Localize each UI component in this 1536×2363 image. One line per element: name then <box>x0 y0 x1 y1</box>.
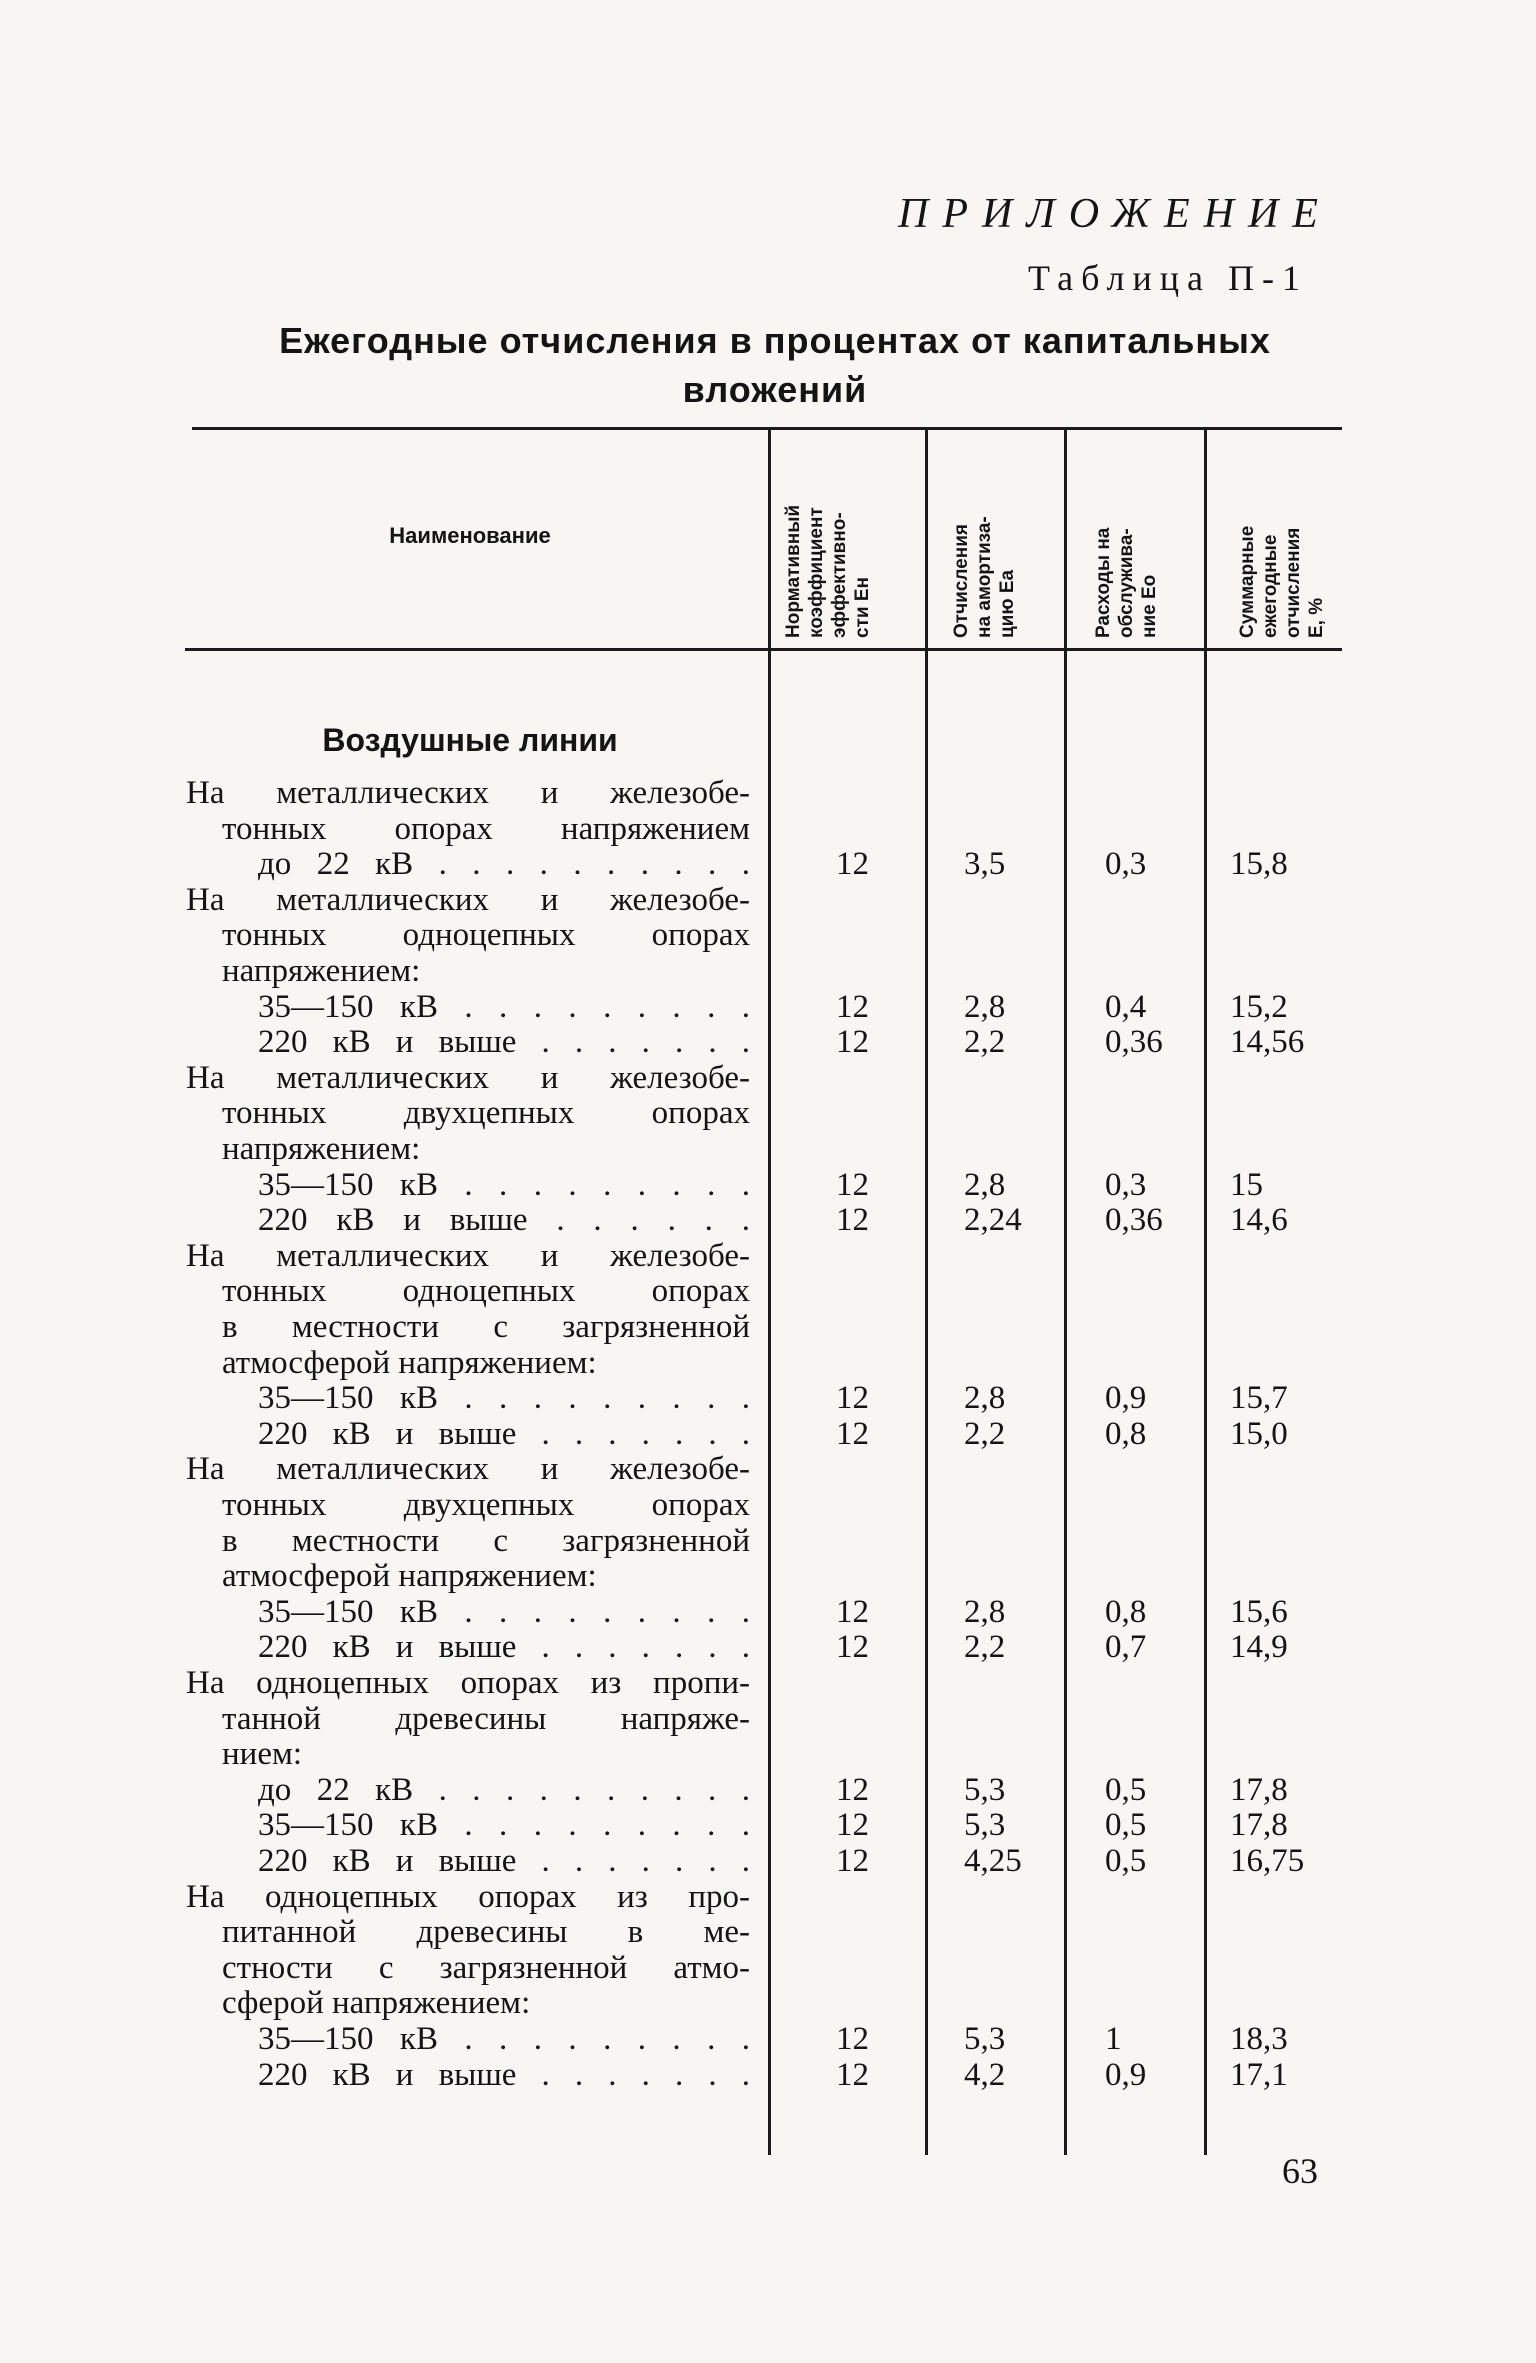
row-value-col2: 2,2 <box>964 1415 1006 1452</box>
header-col4-line-2: ежегодные <box>1260 534 1281 638</box>
row-name: в местности с загрязненной <box>222 1309 750 1345</box>
table-row <box>0 1594 1536 1630</box>
row-name: 35—150 кВ . . . . . . . . . <box>258 2021 750 2057</box>
table-row <box>0 1558 1536 1594</box>
row-value-col3: 0,4 <box>1105 988 1147 1025</box>
row-value-col4: 14,6 <box>1230 1202 1288 1239</box>
table-row <box>0 1879 1536 1915</box>
row-name: На одноцепных опорах из про- <box>186 1878 750 1915</box>
row-value-col2: 3,5 <box>964 846 1006 883</box>
header-top-rule <box>192 427 1342 430</box>
row-name: напряжением: <box>222 1131 421 1167</box>
row-value-col1: 12 <box>836 1593 869 1630</box>
header-bottom-rule <box>185 648 1342 651</box>
row-value-col1: 12 <box>836 2056 869 2093</box>
row-value-col2: 2,2 <box>964 1629 1006 1666</box>
table-row <box>0 1416 1536 1452</box>
table-row <box>0 1167 1536 1203</box>
header-col2-line-1: Отчисления <box>951 524 972 638</box>
row-value-col3: 0,5 <box>1105 1843 1147 1879</box>
row-value-col4: 14,56 <box>1230 1024 1305 1061</box>
row-name: 35—150 кВ . . . . . . . . . <box>258 1807 750 1844</box>
row-name: танной древесины напряже- <box>222 1700 750 1737</box>
table-row <box>0 882 1536 918</box>
table-row <box>0 1487 1536 1523</box>
row-value-col4: 15,0 <box>1230 1415 1288 1452</box>
row-name: питанной древесины в ме- <box>222 1914 750 1951</box>
row-value-col4: 17,8 <box>1230 1771 1288 1808</box>
table-row <box>0 1202 1536 1238</box>
row-value-col1: 12 <box>836 1771 869 1808</box>
table-row <box>0 1772 1536 1808</box>
row-name: На металлических и железобе- <box>186 1059 750 1096</box>
header-col4-line-1: Суммарные <box>1237 525 1258 638</box>
row-value-col4: 15,6 <box>1230 1593 1288 1630</box>
row-value-col3: 0,9 <box>1105 1380 1147 1417</box>
row-value-col4: 15 <box>1230 1166 1263 1203</box>
row-value-col2: 2,24 <box>964 1202 1022 1239</box>
header-col4-line-3: отчисления <box>1283 527 1304 638</box>
row-value-col1: 12 <box>836 1807 869 1844</box>
table-row <box>0 1095 1536 1131</box>
table-row <box>0 917 1536 953</box>
header-col2-line-3: цию Eа <box>997 569 1018 638</box>
header-col1-line-2: коэффициент <box>806 507 827 638</box>
header-col1-line-3: эффективно- <box>829 512 850 638</box>
row-value-col3: 0,9 <box>1105 2056 1147 2093</box>
row-value-col1: 12 <box>836 846 869 883</box>
row-name: 220 кВ и выше . . . . . . . <box>258 1024 750 1061</box>
table-number: Таблица П-1 <box>1028 258 1308 298</box>
table-row <box>0 1024 1536 1060</box>
table-caption-line-2: вложений <box>682 369 868 410</box>
row-value-col4: 15,7 <box>1230 1380 1288 1417</box>
table-caption-line-1: Ежегодные отчисления в процентах от капитальных <box>279 320 1271 361</box>
row-name: тонных двухцепных опорах <box>222 1095 750 1132</box>
row-value-col3: 0,3 <box>1105 1166 1147 1203</box>
row-name: 35—150 кВ . . . . . . . . . <box>258 1380 750 1417</box>
row-name: На одноцепных опорах из пропи- <box>186 1665 750 1701</box>
row-name: до 22 кВ . . . . . . . . . . <box>258 846 750 883</box>
row-name: На металлических и железобе- <box>186 1237 750 1274</box>
table-row <box>0 1523 1536 1559</box>
row-value-col4: 15,2 <box>1230 988 1288 1025</box>
table-row <box>0 1843 1536 1879</box>
section-title: Воздушные линии <box>322 722 618 758</box>
appendix-label: ПРИЛОЖЕНИЕ <box>898 191 1332 237</box>
row-value-col2: 5,3 <box>964 2021 1006 2057</box>
header-col4-line-4: E, % <box>1306 597 1327 638</box>
header-col2-line-2: на амортиза- <box>974 516 995 638</box>
table-row <box>0 1380 1536 1416</box>
table-row <box>0 953 1536 989</box>
row-value-col3: 0,5 <box>1105 1807 1147 1844</box>
row-name: тонных одноцепных опорах <box>222 1273 750 1310</box>
table-row <box>0 1985 1536 2021</box>
row-name: атмосферой напряжением: <box>222 1558 597 1595</box>
row-value-col2: 4,2 <box>964 2056 1006 2093</box>
row-name: тонных двухцепных опорах <box>222 1487 750 1523</box>
row-value-col1: 12 <box>836 1629 869 1666</box>
header-name: Наименование <box>389 523 551 548</box>
row-value-col2: 5,3 <box>964 1771 1006 1808</box>
row-value-col1: 12 <box>836 1380 869 1417</box>
row-name: 220 кВ и выше . . . . . . . <box>258 1415 750 1452</box>
table-row <box>0 775 1536 811</box>
row-name: 35—150 кВ . . . . . . . . . <box>258 1166 750 1203</box>
table-row <box>0 1736 1536 1772</box>
row-value-col4: 18,3 <box>1230 2021 1288 2057</box>
header-col1-line-4: сти Eн <box>852 577 873 638</box>
row-name: нием: <box>222 1736 303 1773</box>
table-row <box>0 1345 1536 1381</box>
row-name: сферой напряжением: <box>222 1985 531 2022</box>
page-number: 63 <box>1282 2151 1318 2191</box>
row-value-col3: 1 <box>1105 2021 1122 2057</box>
table-row <box>0 1950 1536 1986</box>
row-value-col1: 12 <box>836 1843 869 1879</box>
table-row <box>0 1273 1536 1309</box>
table-row <box>0 2057 1536 2093</box>
row-value-col2: 5,3 <box>964 1807 1006 1844</box>
row-value-col3: 0,5 <box>1105 1771 1147 1808</box>
row-value-col4: 14,9 <box>1230 1629 1288 1666</box>
row-name: атмосферой напряжением: <box>222 1344 597 1381</box>
table-row <box>0 811 1536 847</box>
row-value-col1: 12 <box>836 1024 869 1061</box>
row-name: стности с загрязненной атмо- <box>222 1949 750 1986</box>
row-name: На металлических и железобе- <box>186 881 750 918</box>
row-name: 220 кВ и выше . . . . . . <box>258 1202 750 1239</box>
row-value-col1: 12 <box>836 2021 869 2057</box>
row-value-col2: 2,8 <box>964 1593 1006 1630</box>
row-name: тонных опорах напряжением <box>222 810 750 847</box>
table-row <box>0 1451 1536 1487</box>
row-value-col1: 12 <box>836 1415 869 1452</box>
header-col3-line-3: ние Eо <box>1139 574 1160 638</box>
row-value-col1: 12 <box>836 988 869 1025</box>
row-name: 35—150 кВ . . . . . . . . . <box>258 1593 750 1630</box>
table-row <box>0 1914 1536 1950</box>
row-value-col3: 0,3 <box>1105 846 1147 883</box>
table-row <box>0 989 1536 1025</box>
row-name: 35—150 кВ . . . . . . . . . <box>258 988 750 1025</box>
row-value-col4: 16,75 <box>1230 1843 1305 1879</box>
table-row <box>0 1665 1536 1701</box>
table-row <box>0 1060 1536 1096</box>
row-value-col2: 4,25 <box>964 1843 1022 1879</box>
header-col1-line-1: Нормативный <box>783 504 804 638</box>
row-name: в местности с загрязненной <box>222 1522 750 1559</box>
row-value-col2: 2,2 <box>964 1024 1006 1061</box>
table-row <box>0 1807 1536 1843</box>
table-row <box>0 846 1536 882</box>
row-value-col3: 0,8 <box>1105 1415 1147 1452</box>
row-value-col4: 15,8 <box>1230 846 1288 883</box>
row-value-col2: 2,8 <box>964 1166 1006 1203</box>
row-name: тонных одноцепных опорах <box>222 917 750 954</box>
row-value-col4: 17,8 <box>1230 1807 1288 1844</box>
table-row <box>0 1629 1536 1665</box>
table-row <box>0 1701 1536 1737</box>
row-name: напряжением: <box>222 953 421 989</box>
row-name: 220 кВ и выше . . . . . . . <box>258 2056 750 2093</box>
row-value-col1: 12 <box>836 1166 869 1203</box>
row-value-col3: 0,36 <box>1105 1024 1163 1061</box>
row-name: до 22 кВ . . . . . . . . . . <box>258 1771 750 1808</box>
row-name: 220 кВ и выше . . . . . . . <box>258 1629 750 1666</box>
table-row <box>0 1309 1536 1345</box>
row-value-col3: 0,7 <box>1105 1629 1147 1666</box>
header-col3-line-1: Расходы на <box>1093 527 1114 638</box>
row-value-col2: 2,8 <box>964 988 1006 1025</box>
header-col3-line-2: обслужива- <box>1116 528 1137 638</box>
row-value-col1: 12 <box>836 1202 869 1239</box>
row-value-col4: 17,1 <box>1230 2056 1288 2093</box>
row-value-col2: 2,8 <box>964 1380 1006 1417</box>
row-value-col3: 0,36 <box>1105 1202 1163 1239</box>
table-row <box>0 1238 1536 1274</box>
table-row <box>0 1131 1536 1167</box>
row-name: 220 кВ и выше . . . . . . . <box>258 1843 750 1879</box>
table-row <box>0 2021 1536 2057</box>
row-value-col3: 0,8 <box>1105 1593 1147 1630</box>
row-name: На металлических и железобе- <box>186 775 750 811</box>
row-name: На металлических и железобе- <box>186 1451 750 1488</box>
